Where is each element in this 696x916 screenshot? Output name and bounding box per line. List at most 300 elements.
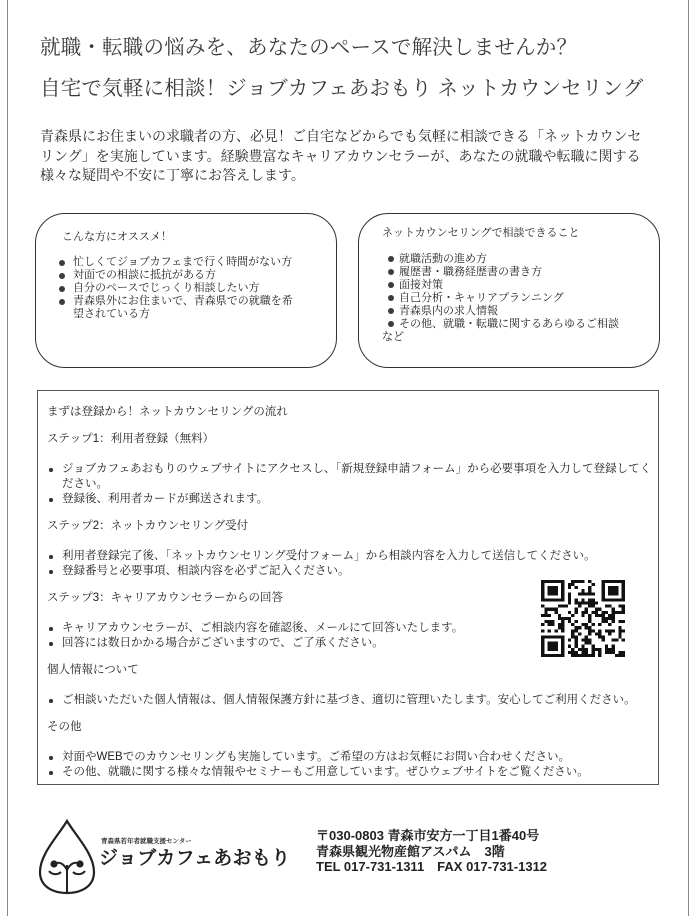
qr-module [588, 592, 591, 595]
qr-module [548, 589, 551, 592]
qr-module [558, 654, 561, 657]
qr-module [591, 651, 594, 654]
qr-module [612, 589, 615, 592]
qr-module [581, 623, 584, 626]
qr-module [595, 602, 598, 605]
qr-module [622, 608, 625, 611]
qr-module [615, 598, 618, 601]
qr-module [601, 586, 604, 589]
qr-module [608, 589, 611, 592]
qr-module [571, 614, 574, 617]
qr-module [548, 642, 551, 645]
qr-module [598, 614, 601, 617]
qr-module [591, 629, 594, 632]
qr-module [595, 614, 598, 617]
bullet-icon [59, 286, 65, 292]
qr-module [605, 651, 608, 654]
qr-module [612, 620, 615, 623]
qr-module [551, 654, 554, 657]
qr-module [588, 614, 591, 617]
qr-module [622, 595, 625, 598]
qr-module [558, 605, 561, 608]
list-item: その他、就職・転職に関するあらゆるご相談など [382, 318, 619, 343]
step2-list [47, 549, 652, 579]
qr-module [585, 608, 588, 611]
qr-module [558, 598, 561, 601]
page-edge-right [688, 0, 689, 916]
list-item: 面接対策 [382, 279, 628, 292]
qr-module [575, 608, 578, 611]
qr-module [575, 580, 578, 583]
step1-heading: ステップ1：利用者登録（無料） [47, 433, 215, 445]
qr-module [541, 629, 544, 632]
qr-module [561, 626, 564, 629]
bullet-icon [59, 260, 65, 266]
list-item: 履歴書・職務経歴書の書き方 [382, 266, 628, 279]
qr-module [622, 598, 625, 601]
qr-module [612, 608, 615, 611]
qr-module [608, 586, 611, 589]
qr-module [588, 598, 591, 601]
qr-module [551, 620, 554, 623]
list-item: ご相談いただいた個人情報は、個人情報保護方針に基づき、適切に管理いたします。安心してご利用ください。 [47, 693, 652, 708]
qr-module [558, 580, 561, 583]
list-item: 就職活動の進め方 [382, 253, 628, 266]
qr-module [561, 592, 564, 595]
qr-module [608, 651, 611, 654]
qr-module [615, 589, 618, 592]
qr-module [561, 580, 564, 583]
qr-module [541, 654, 544, 657]
qr-module [558, 614, 561, 617]
qr-module [618, 598, 621, 601]
qr-module [588, 629, 591, 632]
qr-module [588, 620, 591, 623]
qr-module [612, 648, 615, 651]
qr-module [595, 648, 598, 651]
qr-code [541, 580, 625, 657]
qr-module [588, 586, 591, 589]
qr-module [571, 651, 574, 654]
qr-module [568, 602, 571, 605]
intro-paragraph: 青森県にお住まいの求職者の方、必見！ご自宅などからでも気軽に相談できる「ネットカウンセリング」を実施しています。経験豊富なキャリアカウンセラーが、あなたの就職や転職に関する様々な疑問や不安に丁寧にお答えします。 [40, 128, 642, 183]
list-item: 自己分析・キャリアプランニング [382, 292, 628, 305]
qr-module [561, 635, 564, 638]
qr-module [558, 626, 561, 629]
qr-module [622, 592, 625, 595]
qr-module [571, 623, 574, 626]
qr-module [554, 586, 557, 589]
bullet-icon [388, 282, 394, 288]
qr-module [601, 635, 604, 638]
qr-module [608, 623, 611, 626]
qr-module [578, 654, 581, 657]
qr-module [548, 635, 551, 638]
qr-module [595, 608, 598, 611]
qr-module [612, 586, 615, 589]
qr-module [544, 611, 547, 614]
qr-module [568, 592, 571, 595]
qr-module [581, 654, 584, 657]
qr-module [591, 598, 594, 601]
qr-module [615, 611, 618, 614]
qr-module [554, 648, 557, 651]
qr-module [598, 651, 601, 654]
qr-module [541, 642, 544, 645]
qr-module [544, 580, 547, 583]
qr-module [618, 626, 621, 629]
qr-module [588, 642, 591, 645]
qr-module [588, 654, 591, 657]
qr-module [615, 580, 618, 583]
qr-module [601, 639, 604, 642]
qr-module [578, 632, 581, 635]
other-list [47, 750, 652, 780]
qr-module [618, 605, 621, 608]
qr-module [588, 639, 591, 642]
qr-module [605, 580, 608, 583]
qr-module [585, 651, 588, 654]
qr-module [548, 654, 551, 657]
qr-module [581, 639, 584, 642]
org-subtitle: 青森県若年者就職支援センター [101, 838, 192, 845]
qr-module [601, 583, 604, 586]
qr-module [541, 614, 544, 617]
qr-module [561, 629, 564, 632]
qr-module [585, 654, 588, 657]
qr-module [571, 629, 574, 632]
qr-module [548, 623, 551, 626]
qr-module [561, 598, 564, 601]
qr-module [541, 589, 544, 592]
qr-module [608, 592, 611, 595]
qr-module [541, 592, 544, 595]
qr-module [595, 611, 598, 614]
qr-module [598, 623, 601, 626]
qr-module [605, 605, 608, 608]
qr-module [548, 592, 551, 595]
qr-module [581, 651, 584, 654]
qr-module [585, 642, 588, 645]
qr-module [548, 645, 551, 648]
qr-module [561, 620, 564, 623]
qr-module [622, 611, 625, 614]
qr-module [581, 602, 584, 605]
qr-module [591, 602, 594, 605]
qr-module [568, 598, 571, 601]
qr-module [598, 608, 601, 611]
qr-module [605, 620, 608, 623]
qr-module [618, 654, 621, 657]
qr-module [554, 608, 557, 611]
qr-module [618, 651, 621, 654]
qr-module [548, 614, 551, 617]
qr-module [565, 605, 568, 608]
qr-module [548, 586, 551, 589]
topics-title: ネットカウンセリングで相談できること [382, 227, 580, 239]
topics-box [358, 213, 660, 368]
phone-fax-line: TEL 017-731-1311 FAX 017-731-1312 [316, 859, 548, 874]
headline-line-2: 自宅で気軽に相談！ジョブカフェあおもり ネットカウンセリング [40, 77, 644, 100]
qr-module [578, 580, 581, 583]
qr-module [578, 605, 581, 608]
qr-module [578, 626, 581, 629]
qr-module [622, 589, 625, 592]
qr-module [601, 589, 604, 592]
list-item: 回答には数日かかる場合がございますので、ご了承ください。 [47, 636, 652, 651]
qr-module [575, 629, 578, 632]
qr-module [608, 632, 611, 635]
qr-module [554, 642, 557, 645]
qr-module [588, 589, 591, 592]
qr-module [541, 583, 544, 586]
qr-module [541, 639, 544, 642]
qr-module [581, 611, 584, 614]
qr-module [622, 629, 625, 632]
qr-module [554, 580, 557, 583]
contact-address [316, 828, 547, 875]
qr-module [588, 580, 591, 583]
qr-module [585, 611, 588, 614]
qr-module [568, 586, 571, 589]
qr-module [598, 632, 601, 635]
qr-module [601, 592, 604, 595]
list-item: その他、就職に関する様々な情報やセミナーもご用意しています。ぜひウェブサイトをご覧ください。 [47, 765, 652, 780]
qr-module [585, 592, 588, 595]
qr-module [595, 632, 598, 635]
qr-module [591, 645, 594, 648]
qr-module [601, 614, 604, 617]
qr-module [605, 611, 608, 614]
qr-module [554, 611, 557, 614]
qr-module [561, 651, 564, 654]
qr-module [551, 608, 554, 611]
qr-module [575, 651, 578, 654]
qr-module [575, 635, 578, 638]
qr-module [551, 592, 554, 595]
qr-module [571, 632, 574, 635]
address-line: 〒030-0803 青森市安方一丁目1番40号 [316, 828, 540, 843]
qr-module [575, 611, 578, 614]
qr-module [568, 595, 571, 598]
qr-module [618, 611, 621, 614]
qr-module [541, 651, 544, 654]
qr-module [561, 586, 564, 589]
list-item: 青森県外にお住まいで、青森県での就職を希望されている方 [35, 295, 298, 321]
recommend-box [35, 213, 337, 368]
qr-module [612, 592, 615, 595]
qr-module [544, 635, 547, 638]
qr-module [608, 629, 611, 632]
qr-module [612, 651, 615, 654]
org-name: ジョブカフェあおもり [99, 848, 291, 869]
step1-list [47, 462, 652, 507]
qr-module [581, 645, 584, 648]
list-item: 対面での相談に抵抗がある方 [35, 269, 298, 282]
headline-line-1: 就職・転職の悩みを、あなたのペースで解決しませんか？ [40, 36, 578, 59]
qr-module [568, 651, 571, 654]
qr-module [608, 605, 611, 608]
qr-module [551, 635, 554, 638]
qr-module [588, 617, 591, 620]
qr-module [551, 623, 554, 626]
qr-module [544, 654, 547, 657]
qr-module [588, 605, 591, 608]
qr-module [551, 645, 554, 648]
qr-module [581, 580, 584, 583]
qr-module [608, 648, 611, 651]
qr-module [561, 617, 564, 620]
qr-module [541, 598, 544, 601]
qr-module [612, 629, 615, 632]
qr-module [558, 617, 561, 620]
qr-module [571, 654, 574, 657]
qr-module [615, 639, 618, 642]
qr-module [605, 617, 608, 620]
qr-module [601, 620, 604, 623]
qr-module [585, 623, 588, 626]
qr-module [568, 611, 571, 614]
qr-module [601, 595, 604, 598]
qr-module [558, 635, 561, 638]
qr-module [581, 592, 584, 595]
qr-module [622, 639, 625, 642]
qr-module [541, 635, 544, 638]
qr-module [541, 605, 544, 608]
qr-module [622, 580, 625, 583]
qr-module [568, 583, 571, 586]
qr-module [618, 620, 621, 623]
qr-module [561, 642, 564, 645]
qr-module [601, 617, 604, 620]
bullet-icon [388, 308, 394, 314]
qr-module [578, 592, 581, 595]
qr-module [554, 592, 557, 595]
qr-module [588, 632, 591, 635]
qr-module [551, 586, 554, 589]
qr-module [612, 645, 615, 648]
qr-module [598, 635, 601, 638]
list-item: 自分のペースでじっくり相談したい方 [35, 282, 298, 295]
qr-module [571, 648, 574, 651]
qr-module [551, 648, 554, 651]
qr-module [551, 598, 554, 601]
qr-module [568, 620, 571, 623]
qr-module [588, 602, 591, 605]
list-item: ジョブカフェあおもりのウェブサイトにアクセスし、「新規登録申請フォーム」から必要事項を入力して登録してください。 [47, 462, 652, 492]
qr-module [591, 605, 594, 608]
qr-module [548, 629, 551, 632]
qr-module [548, 620, 551, 623]
qr-module [548, 648, 551, 651]
page-edge-left [7, 0, 8, 916]
qr-module [561, 595, 564, 598]
qr-module [561, 589, 564, 592]
list-item: キャリアカウンセラーが、ご相談内容を確認後、メールにて回答いたします。 [47, 621, 652, 636]
topics-list [382, 253, 628, 344]
qr-module [568, 639, 571, 642]
qr-module [541, 648, 544, 651]
qr-module [605, 629, 608, 632]
recommend-title: こんな方にオススメ！ [62, 231, 172, 243]
qr-module [575, 642, 578, 645]
qr-module [551, 589, 554, 592]
qr-module [618, 580, 621, 583]
qr-module [544, 598, 547, 601]
qr-module [548, 580, 551, 583]
qr-module [544, 614, 547, 617]
list-item: 登録後、利用者カードが郵送されます。 [47, 492, 652, 507]
qr-module [575, 654, 578, 657]
qr-module [561, 648, 564, 651]
qr-module [608, 580, 611, 583]
qr-module [581, 614, 584, 617]
qr-module [561, 645, 564, 648]
qr-module [608, 598, 611, 601]
qr-module [578, 602, 581, 605]
qr-module [605, 648, 608, 651]
qr-module [585, 635, 588, 638]
privacy-list [47, 693, 652, 708]
qr-module [591, 648, 594, 651]
list-item: 登録番号と必要事項、相談内容を必ずご記入ください。 [47, 564, 652, 579]
qr-module [554, 589, 557, 592]
qr-module [591, 592, 594, 595]
qr-module [591, 654, 594, 657]
qr-module [568, 645, 571, 648]
qr-module [544, 608, 547, 611]
list-item: 利用者登録完了後、「ネットカウンセリング受付フォーム」から相談内容を入力して送信してください。 [47, 549, 652, 564]
qr-module [591, 611, 594, 614]
qr-module [548, 608, 551, 611]
qr-module [622, 583, 625, 586]
qr-module [598, 648, 601, 651]
qr-module [612, 598, 615, 601]
qr-module [575, 639, 578, 642]
qr-module [571, 635, 574, 638]
bullet-icon [388, 321, 394, 327]
qr-module [601, 611, 604, 614]
qr-module [554, 629, 557, 632]
qr-module [578, 648, 581, 651]
list-item: 青森県内の求人情報 [382, 305, 628, 318]
qr-module [608, 617, 611, 620]
qr-module [541, 623, 544, 626]
qr-module [598, 629, 601, 632]
qr-module [561, 583, 564, 586]
qr-module [598, 654, 601, 657]
qr-module [561, 654, 564, 657]
qr-module [554, 645, 557, 648]
qr-module [591, 623, 594, 626]
leaf-logo-icon [36, 818, 98, 896]
qr-module [551, 642, 554, 645]
qr-module [541, 586, 544, 589]
qr-module [612, 617, 615, 620]
qr-module [601, 598, 604, 601]
step2-heading: ステップ2：ネットカウンセリング受付 [47, 520, 249, 532]
qr-module [608, 614, 611, 617]
qr-module [581, 648, 584, 651]
qr-module [568, 617, 571, 620]
step3-heading: ステップ3：キャリアカウンセラーからの回答 [47, 592, 284, 604]
bullet-icon [59, 273, 65, 279]
qr-module [554, 598, 557, 601]
qr-module [622, 586, 625, 589]
qr-module [622, 654, 625, 657]
recommend-list [35, 256, 298, 321]
qr-module [622, 651, 625, 654]
